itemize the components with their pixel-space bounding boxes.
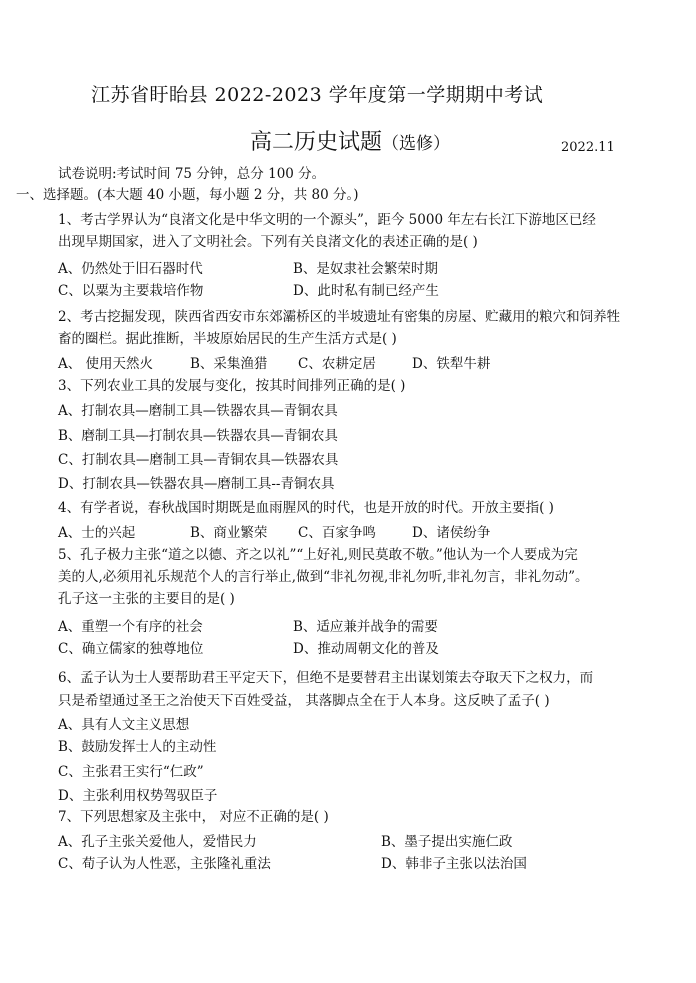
option-b: B、磨制工具—打制农具—铁器农具—青铜农具 — [58, 428, 338, 444]
option-d: D、打制农具—铁器农具—磨制工具--青铜农具 — [58, 476, 335, 492]
question-stem-line: 3、下列农业工具的发展与变化，按其时间排列正确的是( ) — [58, 378, 406, 394]
option-a: A、打制农具—磨制工具—铁器农具—青铜农具 — [58, 403, 338, 419]
option-a: A、士的兴起 — [58, 525, 136, 541]
question-stem-line: 5、孔子极力主张“道之以德、齐之以礼”“上好礼,则民莫敢不敬。”他认为一个人要成为完 — [58, 547, 578, 563]
question-stem-line: 7、下列思想家及主张中， 对应不正确的是( ) — [58, 809, 329, 825]
option-a: A、重塑一个有序的社会 — [58, 619, 203, 635]
option-c: C、以粟为主要栽培作物 — [58, 283, 204, 299]
option-a: A、 使用天然火 — [58, 356, 154, 372]
paper-title — [250, 130, 451, 155]
option-b: B、采集渔猎 — [190, 356, 268, 372]
option-c: C、确立儒家的独尊地位 — [58, 641, 204, 657]
option-d: D、此时私有制已经产生 — [293, 283, 439, 299]
option-b: B、商业繁荣 — [190, 525, 268, 541]
option-d: D、推动周朝文化的普及 — [293, 641, 439, 657]
option-d: D、韩非子主张以法治国 — [381, 856, 527, 872]
option-b: B、鼓励发挥士人的主动性 — [58, 739, 217, 755]
option-b: B、是奴隶社会繁荣时期 — [293, 261, 438, 277]
exam-date: 2022.11 — [561, 140, 615, 155]
option-c: C、主张君王实行“仁政” — [58, 764, 204, 780]
paper-title-sub: （选修） — [382, 134, 451, 154]
question-stem-line: 6、孟子认为士人要帮助君王平定天下，但绝不是要替君主出谋划策去夺取天下之权力，而 — [58, 670, 594, 686]
question-stem-line: 孔子这一主张的主要目的是( ) — [58, 591, 235, 607]
exam-title: 江苏省盱眙县 2022-2023 学年度第一学期期中考试 — [91, 84, 544, 106]
option-b: B、适应兼并战争的需要 — [293, 619, 438, 635]
question-stem-line: 1、考古学界认为“良渚文化是中华文明的一个源头”，距今 5000 年左右长江下游地区已经 — [58, 212, 596, 228]
option-d: D、诸侯纷争 — [412, 525, 491, 541]
instructions: 试卷说明:考试时间 75 分钟，总分 100 分。 — [58, 166, 326, 182]
option-c: C、百家争鸣 — [298, 525, 376, 541]
question-stem-line: 出现早期国家，进入了文明社会。下列有关良渚文化的表述正确的是( ) — [58, 234, 478, 250]
question-stem-line: 只是希望通过圣王之治使天下百姓受益， 其落脚点全在于人本身。这反映了孟子( ) — [58, 693, 550, 709]
section-heading: 一、选择题。(本大题 40 小题，每小题 2 分，共 80 分。) — [16, 187, 359, 203]
option-c: C、荀子认为人性恶，主张隆礼重法 — [58, 856, 271, 872]
option-d: D、铁犁牛耕 — [412, 356, 491, 372]
question-stem-line: 美的人,必须用礼乐规范个人的言行举止,做到“非礼勿视,非礼勿听,非礼勿言，非礼勿动”。 — [58, 569, 589, 585]
option-a: A、孔子主张关爱他人，爱惜民力 — [58, 834, 257, 850]
option-c: C、农耕定居 — [298, 356, 376, 372]
question-stem-line: 4、有学者说，春秋战国时期既是血雨腥风的时代，也是开放的时代。开放主要指( ) — [58, 500, 554, 516]
option-a: A、具有人文主义思想 — [58, 717, 190, 733]
paper-title-main: 高二历史试题 — [250, 130, 383, 155]
option-d: D、主张利用权势驾驭臣子 — [58, 788, 218, 804]
option-c: C、打制农具—磨制工具—青铜农具—铁器农具 — [58, 452, 339, 468]
option-a: A、仍然处于旧石器时代 — [58, 261, 203, 277]
question-stem-line: 畜的圈栏。据此推断，半坡原始居民的生产生活方式是( ) — [58, 331, 397, 347]
question-stem-line: 2、考古挖掘发现，陕西省西安市东郊灞桥区的半坡遗址有密集的房屋、贮藏用的粮穴和饲养牲 — [58, 309, 621, 325]
option-b: B、墨子提出实施仁政 — [381, 834, 513, 850]
